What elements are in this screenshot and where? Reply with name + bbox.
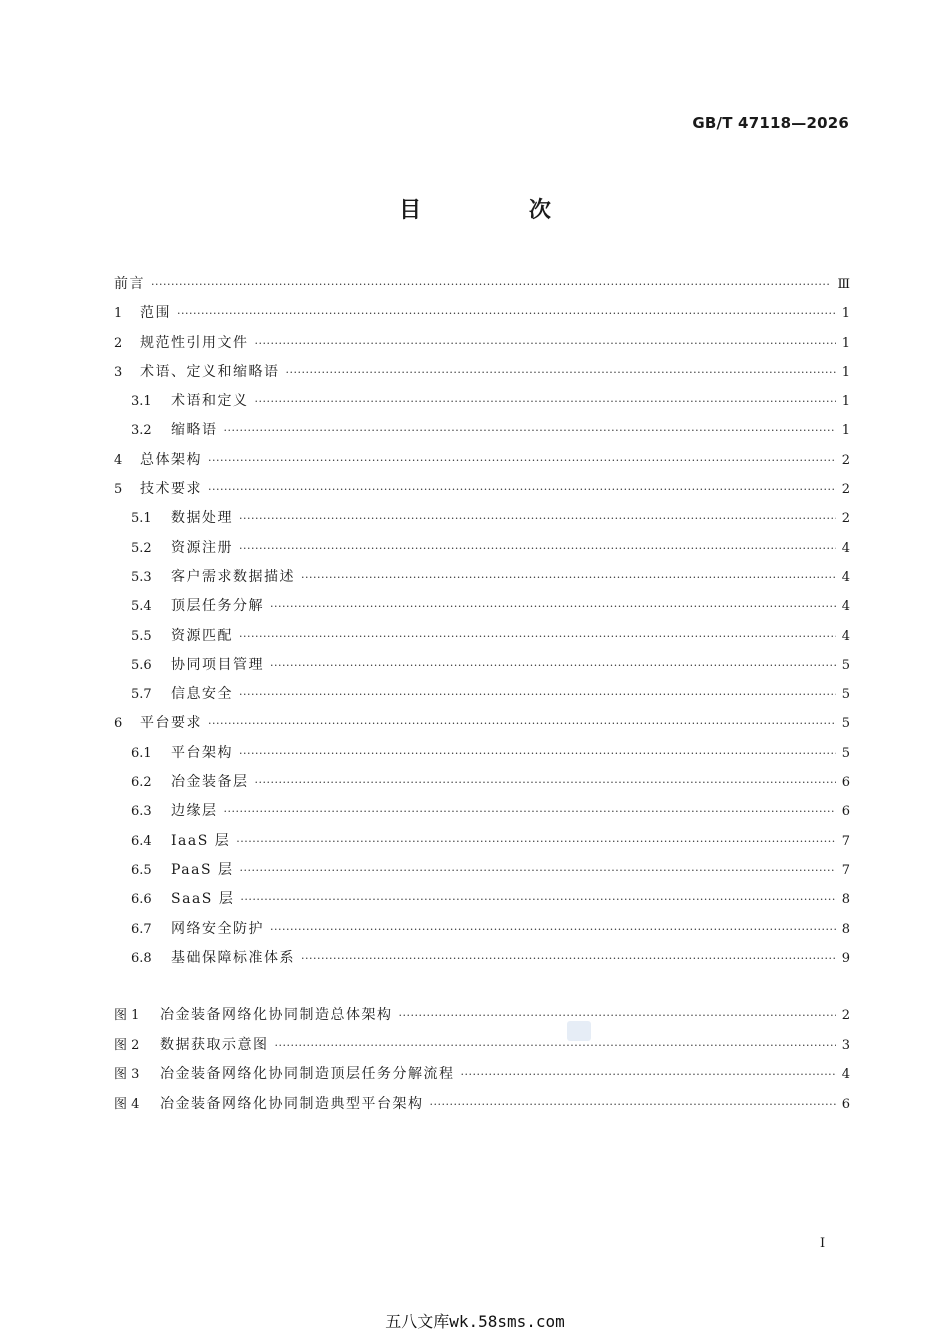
toc-entry-title: 客户需求数据描述	[171, 568, 295, 585]
dot-leader	[240, 856, 836, 885]
toc-entry-number: 5	[114, 482, 123, 498]
dot-leader	[461, 1060, 836, 1090]
toc-entry-number: 5.2	[131, 540, 152, 556]
toc-entry-page: 6	[841, 775, 850, 791]
dot-leader	[151, 270, 831, 299]
toc-entry-page: 9	[841, 950, 850, 966]
toc-entry-page: Ⅲ	[837, 277, 850, 292]
toc-entry[interactable]	[114, 856, 850, 885]
dot-leader	[236, 827, 835, 856]
toc-entry[interactable]	[114, 358, 850, 387]
toc-entry-page: 5	[841, 687, 850, 703]
toc-entry-number: 图 1	[114, 1008, 140, 1023]
toc-entry-number: 图 2	[114, 1037, 140, 1053]
toc-entry[interactable]	[114, 768, 850, 797]
toc-entry-title: 边缘层	[171, 803, 218, 820]
toc-entry[interactable]	[114, 534, 850, 563]
toc-entry-page: 8	[841, 921, 850, 937]
toc-entry-number: 6.4	[131, 833, 152, 849]
figure-entry[interactable]	[114, 1060, 850, 1090]
toc-entry-page: 1	[841, 306, 850, 322]
toc-entry[interactable]	[114, 387, 850, 416]
dot-leader	[270, 915, 836, 944]
toc-entry[interactable]	[114, 885, 850, 914]
dot-leader	[301, 944, 836, 973]
toc-entry-title: IaaS 层	[171, 832, 231, 849]
figure-entry[interactable]	[114, 1031, 850, 1061]
toc-entry[interactable]	[114, 680, 850, 709]
site-footer: 五八文库wk.58sms.com	[385, 1312, 565, 1331]
toc-entry-page: 4	[841, 628, 850, 644]
toc-entry-title: 术语和定义	[171, 393, 249, 410]
toc-entry-page: 5	[841, 716, 850, 732]
toc-entry-number: 5.1	[131, 511, 152, 527]
toc-entry-number: 3.2	[131, 423, 152, 439]
table-of-contents	[114, 270, 850, 973]
toc-entry-title: 冶金装备网络化协同制造顶层任务分解流程	[160, 1066, 455, 1082]
toc-entry-title: SaaS 层	[171, 891, 235, 908]
toc-entry-number: 5.3	[131, 569, 152, 585]
dot-leader	[239, 680, 836, 709]
toc-entry-number: 2	[114, 335, 123, 351]
toc-entry-number: 图 4	[114, 1096, 140, 1112]
toc-entry[interactable]	[114, 797, 850, 826]
toc-entry-page: 5	[841, 657, 850, 673]
dot-leader	[430, 1090, 836, 1120]
toc-entry-page: 4	[841, 599, 850, 615]
toc-entry-title: 数据处理	[171, 510, 233, 527]
toc-entry[interactable]	[114, 446, 850, 475]
toc-entry[interactable]	[114, 563, 850, 592]
toc-entry[interactable]	[114, 915, 850, 944]
dot-leader	[239, 622, 836, 651]
toc-entry-title: 范围	[140, 305, 171, 322]
dot-leader	[239, 504, 836, 533]
toc-entry-title: 术语、定义和缩略语	[140, 363, 280, 380]
toc-entry-title: 缩略语	[171, 422, 218, 439]
toc-entry-title: 平台架构	[171, 744, 233, 761]
toc-entry[interactable]	[114, 739, 850, 768]
toc-entry-page: 6	[841, 804, 850, 820]
toc-entry[interactable]	[114, 709, 850, 738]
dot-leader	[255, 387, 836, 416]
toc-entry-number: 4	[114, 452, 123, 468]
toc-entry-page: 4	[841, 1067, 850, 1082]
toc-entry-number: 6.8	[131, 950, 152, 966]
toc-entry-number: 3.1	[131, 394, 152, 410]
dot-leader	[208, 475, 836, 504]
toc-entry-page: 3	[841, 1037, 850, 1053]
toc-entry-number: 6.1	[131, 745, 152, 761]
figure-list	[114, 1001, 850, 1119]
toc-entry-title: 协同项目管理	[171, 656, 264, 673]
dot-leader	[224, 797, 836, 826]
dot-leader	[177, 299, 836, 328]
toc-entry-title: 规范性引用文件	[140, 334, 249, 351]
toc-entry-title: 冶金装备网络化协同制造总体架构	[160, 1007, 393, 1023]
toc-entry-title: 信息安全	[171, 686, 233, 703]
toc-entry-page: 2	[841, 1008, 850, 1023]
toc-entry-number: 6.5	[131, 862, 152, 878]
toc-entry-page: 2	[841, 511, 850, 527]
toc-entry-page: 2	[841, 452, 850, 468]
toc-entry[interactable]	[114, 270, 850, 299]
page-number: I	[820, 1236, 826, 1251]
toc-entry-number: 6.2	[131, 775, 152, 791]
dot-leader	[270, 592, 836, 621]
toc-entry-page: 4	[841, 540, 850, 556]
dot-leader	[239, 739, 836, 768]
toc-entry[interactable]	[114, 329, 850, 358]
figure-entry[interactable]	[114, 1001, 850, 1031]
toc-entry-page: 1	[841, 335, 850, 351]
toc-entry[interactable]	[114, 299, 850, 328]
toc-entry-number: 图 3	[114, 1067, 140, 1082]
dot-leader	[270, 651, 836, 680]
toc-entry-page: 1	[841, 364, 850, 380]
dot-leader	[240, 885, 835, 914]
toc-entry-page: 6	[841, 1096, 850, 1112]
toc-entry-number: 6	[114, 716, 123, 732]
dot-leader	[286, 358, 836, 387]
toc-entry-number: 6.7	[131, 921, 152, 937]
toc-entry-title: PaaS 层	[171, 861, 234, 878]
dot-leader	[255, 329, 836, 358]
toc-entry-title: 数据获取示意图	[160, 1036, 269, 1053]
toc-entry-number: 5.4	[131, 599, 152, 615]
toc-entry-number: 5.6	[131, 657, 152, 673]
toc-entry-title: 资源注册	[171, 539, 233, 556]
toc-entry-page: 5	[841, 745, 850, 761]
toc-entry-title: 前言	[114, 276, 145, 292]
figure-entry[interactable]	[114, 1090, 850, 1120]
toc-entry-title: 网络安全防护	[171, 920, 264, 937]
toc-entry-page: 8	[841, 892, 850, 908]
dot-leader	[275, 1031, 836, 1061]
toc-entry-number: 5.5	[131, 628, 152, 644]
toc-entry-page: 1	[841, 394, 850, 410]
toc-entry-number: 6.6	[131, 892, 152, 908]
toc-entry[interactable]	[114, 475, 850, 504]
toc-entry[interactable]	[114, 504, 850, 533]
toc-entry-number: 6.3	[131, 804, 152, 820]
toc-entry-page: 4	[841, 569, 850, 585]
toc-entry-number: 3	[114, 364, 123, 380]
toc-entry-page: 1	[841, 423, 850, 439]
toc-entry-page: 2	[841, 482, 850, 498]
toc-entry-title: 平台要求	[140, 715, 202, 732]
toc-entry[interactable]	[114, 944, 850, 973]
dot-leader	[255, 768, 836, 797]
toc-entry[interactable]	[114, 827, 850, 856]
toc-entry-title: 基础保障标准体系	[171, 949, 295, 966]
dot-leader	[224, 416, 836, 445]
toc-entry[interactable]	[114, 416, 850, 445]
toc-entry-page: 7	[841, 833, 850, 849]
toc-entry-title: 冶金装备网络化协同制造典型平台架构	[160, 1095, 424, 1112]
toc-entry-number: 1	[114, 306, 123, 322]
toc-entry-page: 7	[841, 862, 850, 878]
toc-entry-title: 资源匹配	[171, 627, 233, 644]
dot-leader	[239, 534, 836, 563]
document-code: GB/T 47118—2026	[692, 114, 849, 132]
dot-leader	[301, 563, 836, 592]
toc-entry-title: 冶金装备层	[171, 774, 249, 791]
toc-entry[interactable]	[114, 592, 850, 621]
dot-leader	[208, 709, 836, 738]
toc-entry-title: 总体架构	[140, 451, 202, 468]
toc-entry-number: 5.7	[131, 687, 152, 703]
toc-entry-title: 顶层任务分解	[171, 598, 264, 615]
toc-entry-title: 技术要求	[140, 481, 202, 498]
dot-leader	[208, 446, 836, 475]
page-title: 目 次	[399, 198, 601, 223]
toc-entry[interactable]	[114, 651, 850, 680]
toc-entry[interactable]	[114, 622, 850, 651]
dot-leader	[399, 1001, 836, 1031]
